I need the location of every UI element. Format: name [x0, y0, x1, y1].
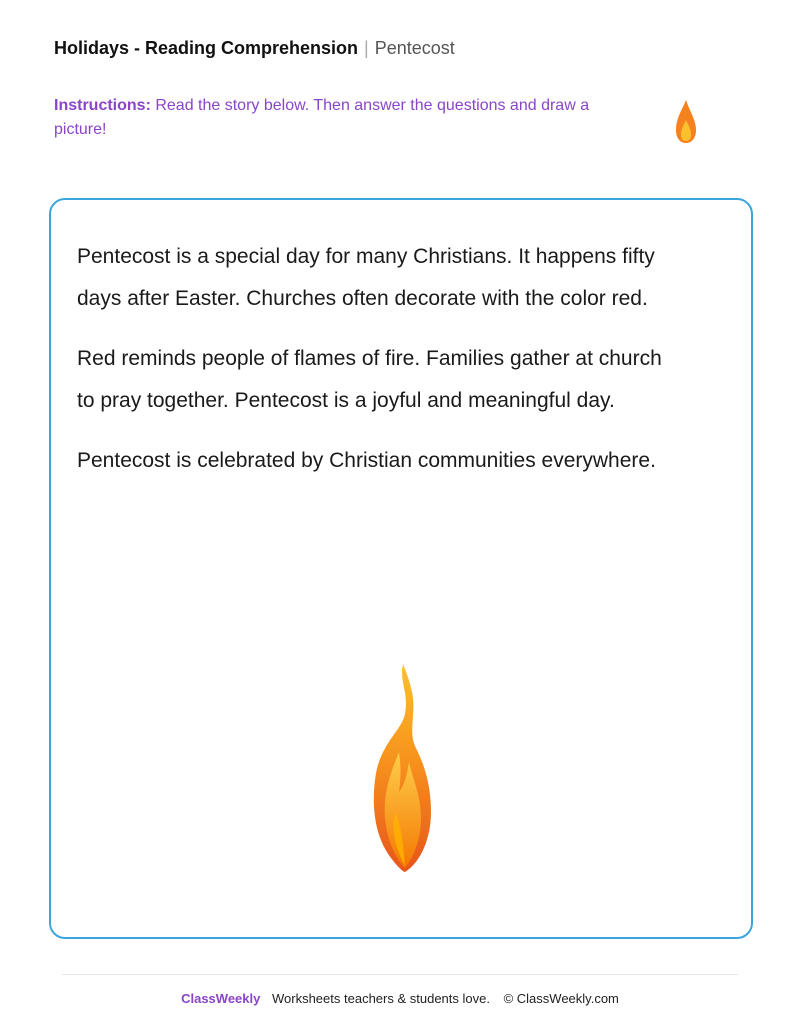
footer-tagline: Worksheets teachers & students love. — [271, 991, 490, 1006]
instructions-label: Instructions: — [54, 97, 151, 114]
story-paragraph-1: Pentecost is a special day for many Christians. It happens fifty days after Easter. Churches often decorate with the color red. — [77, 245, 655, 310]
flame-illustration-icon — [369, 662, 435, 874]
footer-brand: ClassWeekly — [181, 991, 261, 1006]
series-title: Holidays - Reading Comprehension — [54, 38, 359, 58]
story-paragraph-2: Red reminds people of flames of fire. Families gather at church to pray together. Pentecost is a joyful and meaningful day. — [77, 347, 662, 412]
story-text — [77, 236, 677, 500]
footer-copyright: © ClassWeekly.com — [503, 991, 619, 1006]
story-paragraph-3: Pentecost is celebrated by Christian communities everywhere. — [77, 449, 656, 472]
worksheet-header — [54, 37, 455, 59]
instructions-text: Read the story below. Then answer the questions and draw a picture! — [54, 97, 590, 138]
story-box — [49, 198, 753, 939]
footer — [0, 990, 800, 1008]
instructions — [54, 94, 614, 142]
title-separator: | — [364, 38, 369, 58]
flame-icon — [674, 98, 698, 144]
topic-title: Pentecost — [374, 38, 455, 58]
footer-divider — [62, 974, 738, 975]
